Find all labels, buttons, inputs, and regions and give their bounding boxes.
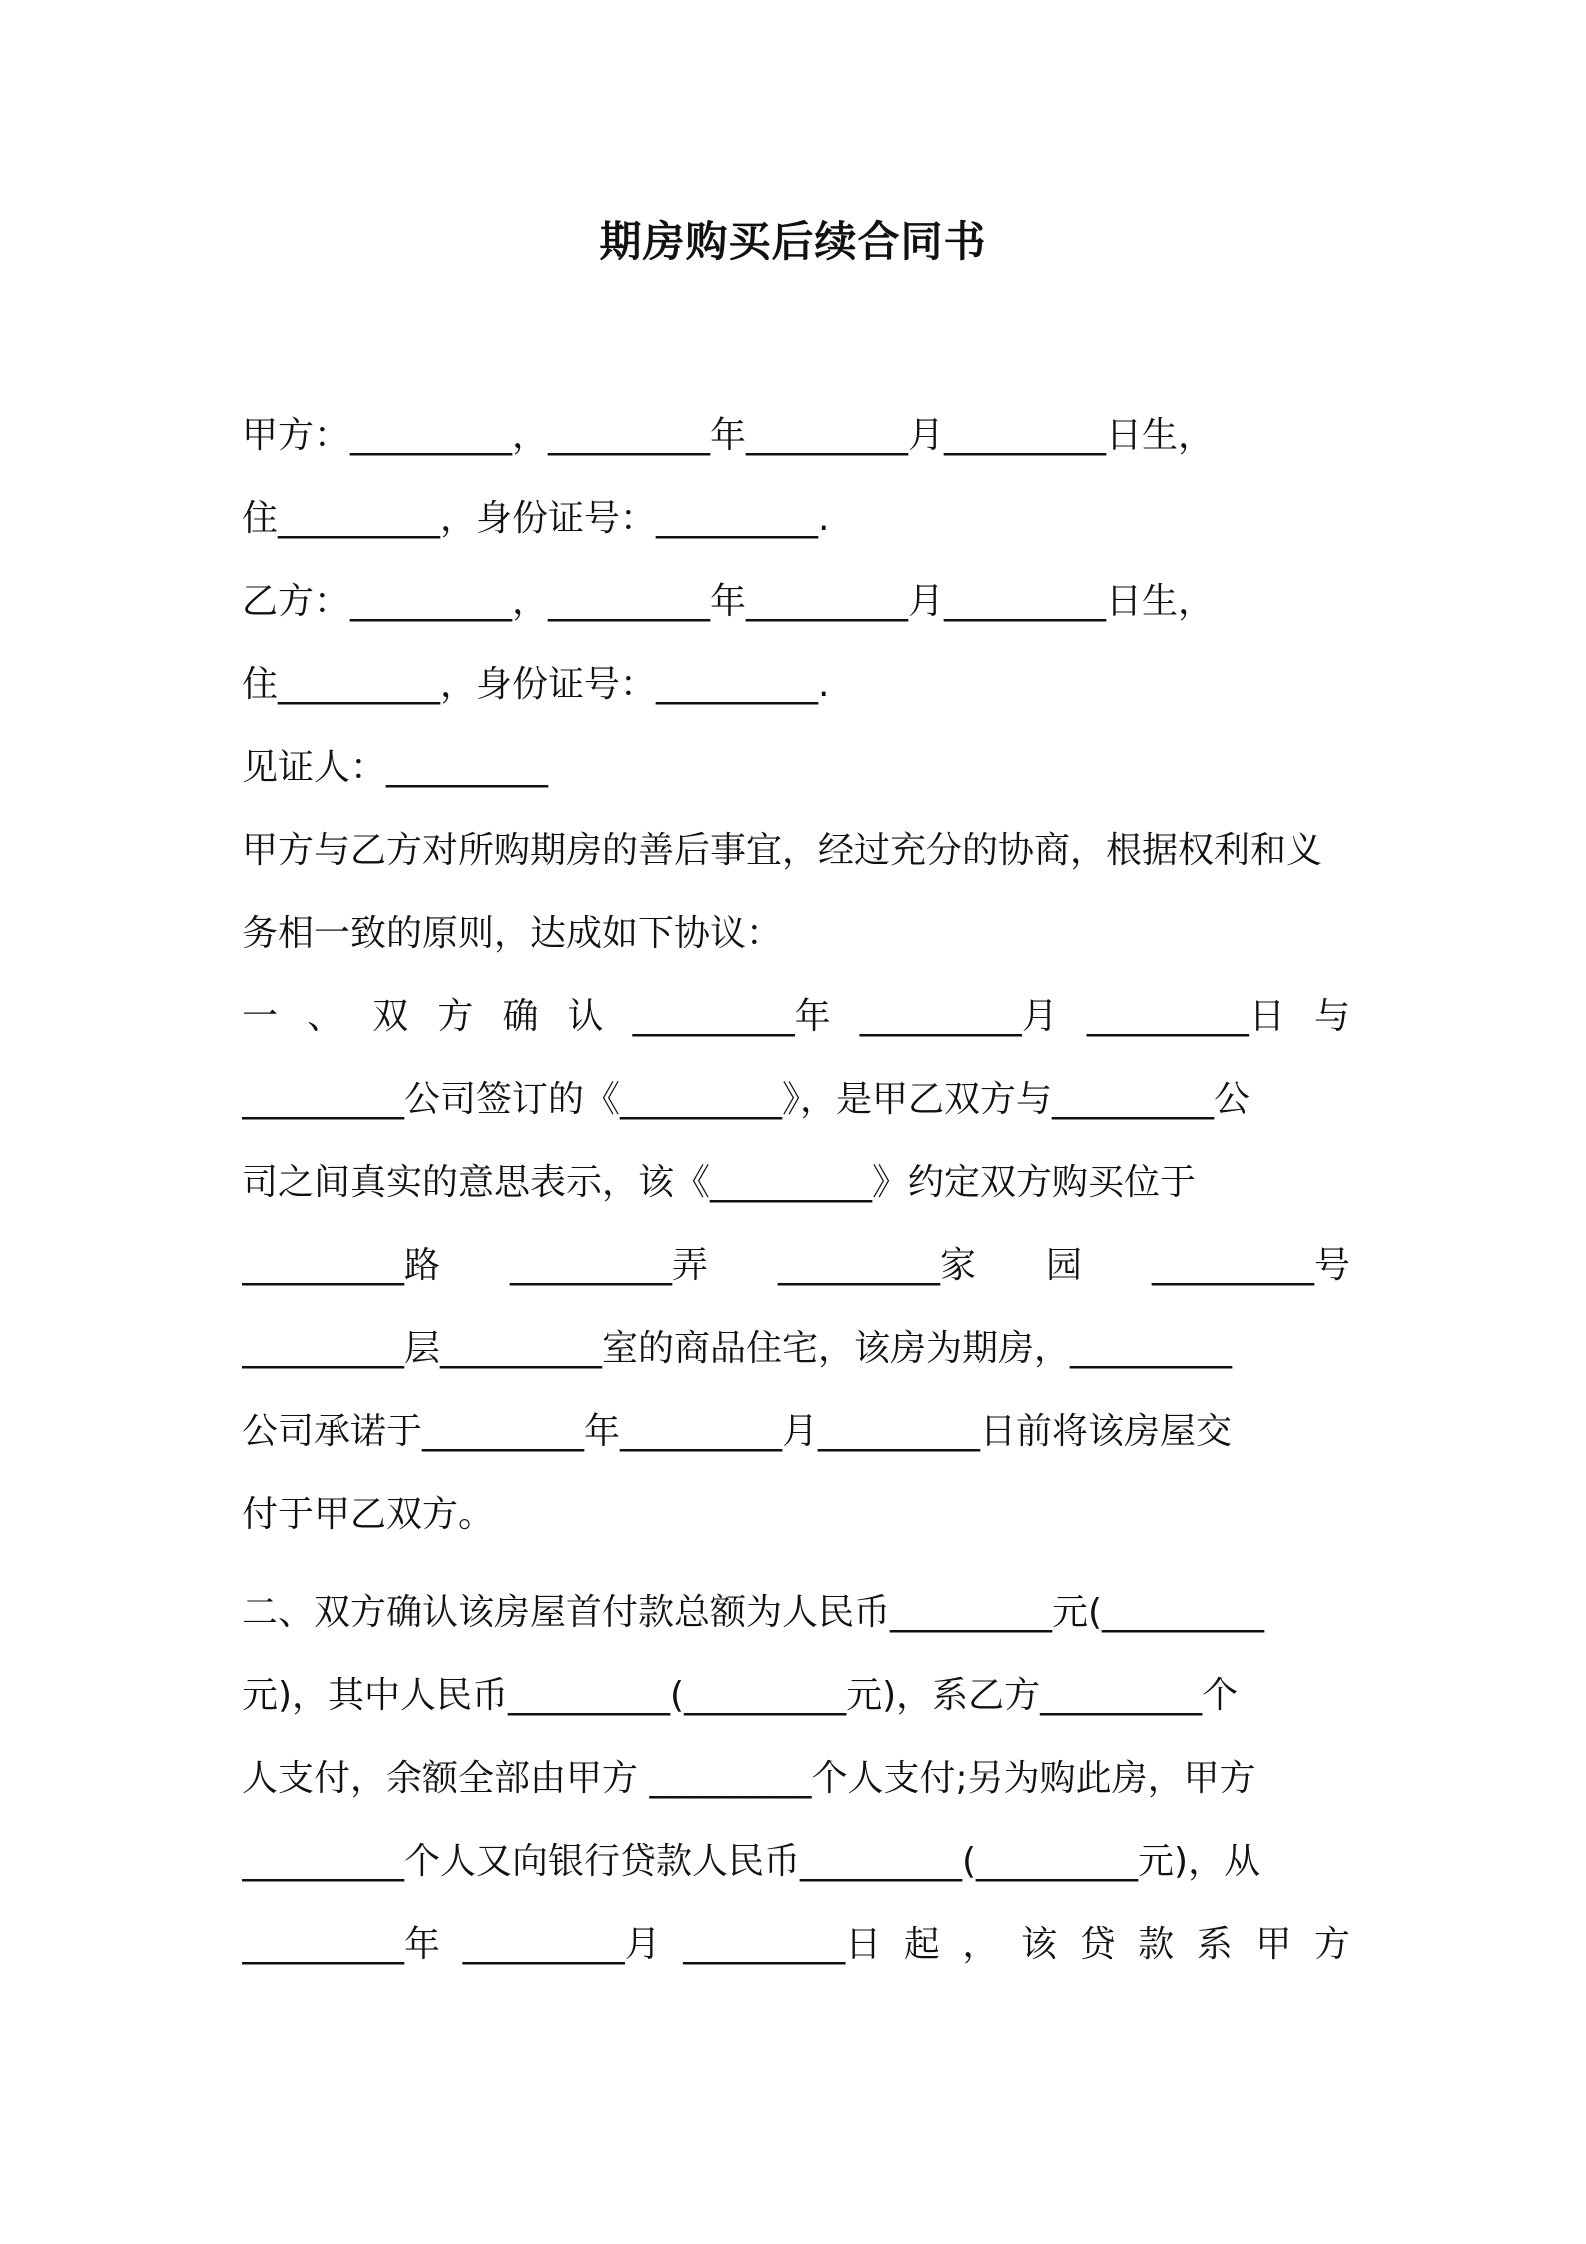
preamble-line-1: 甲方与乙方对所购期房的善后事宜，经过充分的协商，根据权利和义 (242, 830, 1323, 871)
clause-1-line-7: 付于甲乙双方。 (242, 1494, 495, 1535)
text-segment: 甲 (1255, 1924, 1292, 1965)
clause-1-line-4 (242, 1242, 1350, 1290)
text-segment: _________年 (632, 996, 831, 1037)
clause-1-line-6: 公司承诺于_________年_________月_________日前将该房屋交 (242, 1411, 1233, 1452)
party-b-line-1: 乙方：_________，_________年_________月_________日生， (242, 581, 1215, 622)
text-segment: 一 (242, 996, 279, 1037)
text-segment: _________弄 (509, 1245, 708, 1286)
clause-2-line-3: 人支付，余额全部由甲方 _________个人支付;另为购此房，甲方 (242, 1758, 1256, 1799)
clause-1-line-3: 司之间真实的意思表示，该《_________》约定双方购买位于 (242, 1162, 1197, 1203)
text-segment: 与 (1313, 996, 1350, 1037)
text-segment: _________家 (777, 1245, 976, 1286)
text-segment: 贷 (1079, 1924, 1116, 1965)
party-a-line-1: 甲方：_________，_________年_________月_________日生， (242, 415, 1215, 456)
text-segment: 园 (1045, 1245, 1082, 1286)
party-b-line-2: 住_________，身份证号：_________. (242, 664, 830, 705)
party-a-line-2: 住_________，身份证号：_________. (242, 498, 830, 539)
clause-2-line-1: 二、双方确认该房屋首付款总额为人民币_________元(_________ (242, 1592, 1265, 1633)
text-segment: 系 (1196, 1924, 1233, 1965)
text-segment: _________路 (242, 1245, 441, 1286)
text-segment: 方 (437, 996, 474, 1037)
document-title: 期房购买后续合同书 (599, 217, 987, 266)
clause-2-line-4: _________个人又向银行贷款人民币_________(_________元)，从 (242, 1841, 1261, 1882)
clause-1-line-2: _________公司签订的《_________》，是甲乙双方与_________公 (242, 1079, 1251, 1120)
text-segment: 该 (1020, 1924, 1057, 1965)
witness-line: 见证人：_________ (242, 747, 549, 788)
text-segment: 起 (903, 1924, 940, 1965)
clause-1-line-5: _________层_________室的商品住宅，该房为期房，_________ (242, 1328, 1233, 1369)
text-segment: 、 (307, 996, 344, 1037)
text-segment: _________号 (1151, 1245, 1350, 1286)
text-segment: _________月 (859, 996, 1058, 1037)
clause-2-line-5 (242, 1921, 1350, 1969)
text-segment: 认 (567, 996, 604, 1037)
clause-1-line-1 (242, 993, 1350, 1041)
text-segment: 方 (1313, 1924, 1350, 1965)
text-segment: _________月 (462, 1924, 661, 1965)
text-segment: _________日 (1086, 996, 1285, 1037)
clause-2-line-2: 元)，其中人民币_________(_________元)，系乙方_________个 (242, 1675, 1239, 1716)
text-segment: 双 (372, 996, 409, 1037)
text-segment: ， (962, 1924, 999, 1965)
text-segment: _________日 (683, 1924, 882, 1965)
text-segment: _________年 (242, 1924, 441, 1965)
text-segment: 款 (1138, 1924, 1175, 1965)
preamble-line-2: 务相一致的原则，达成如下协议： (242, 913, 783, 954)
text-segment: 确 (502, 996, 539, 1037)
